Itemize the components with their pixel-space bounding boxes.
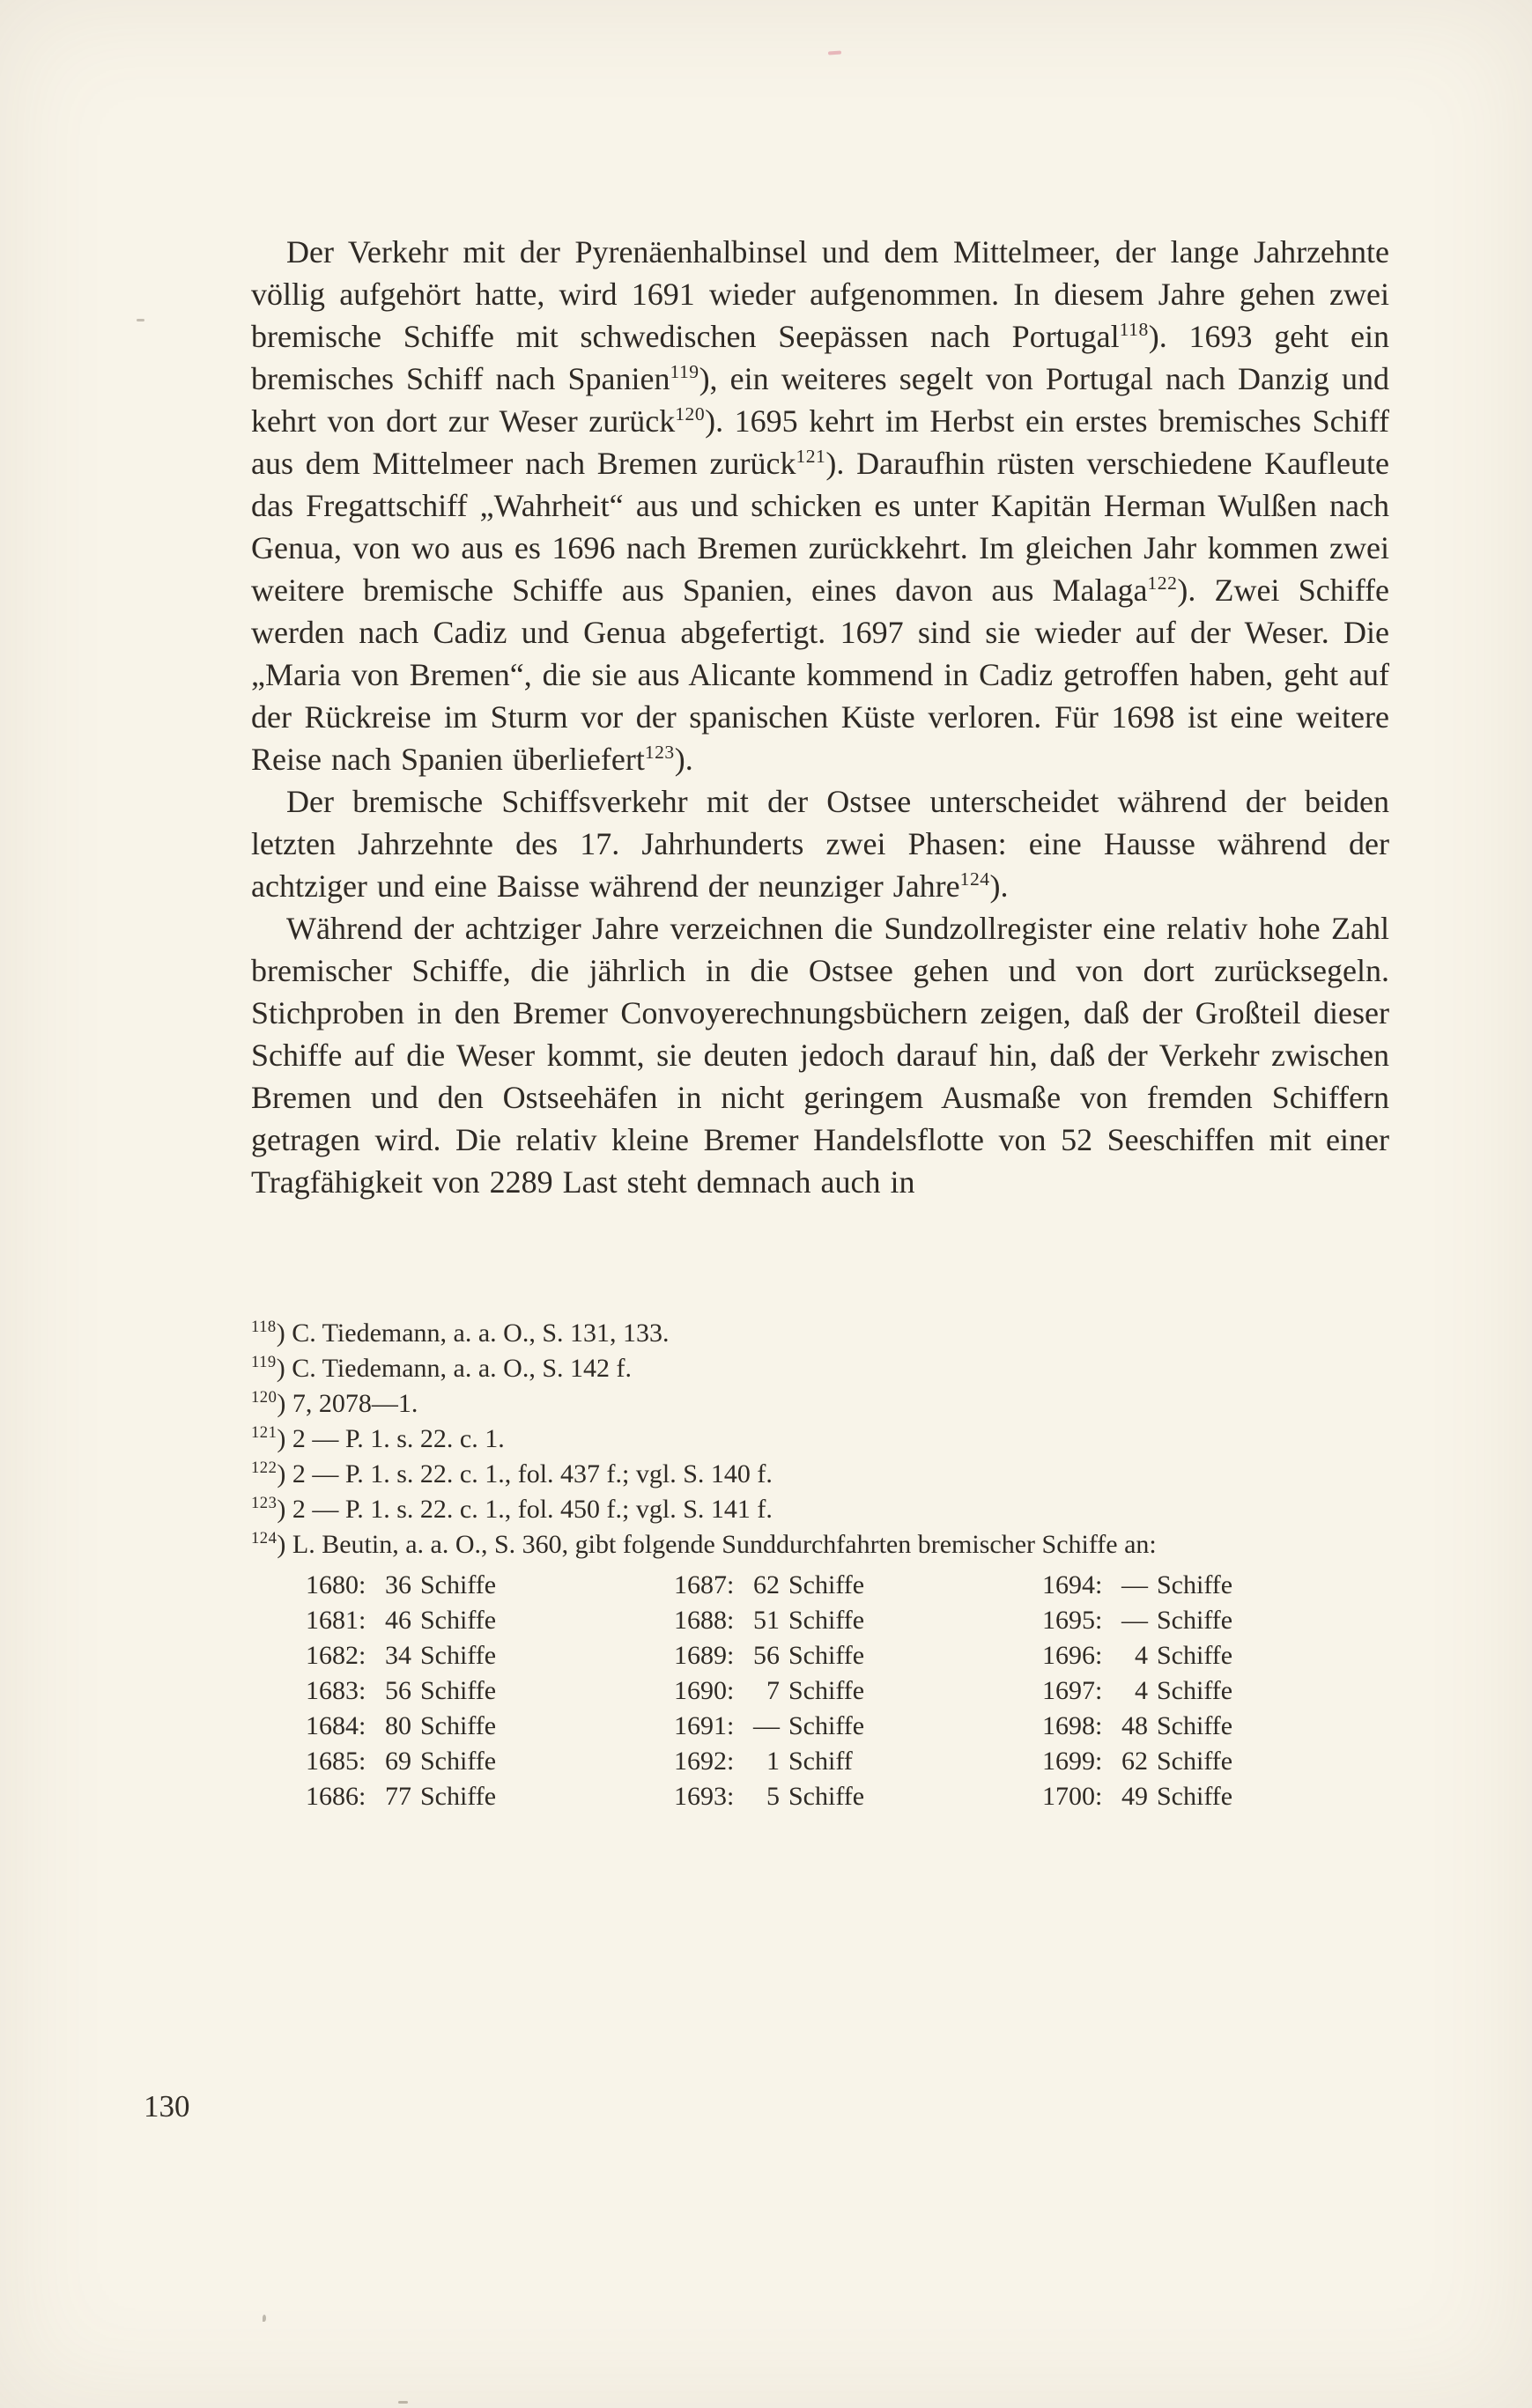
footnote-reference: 118 xyxy=(1119,319,1149,340)
ship-count: 5 xyxy=(766,1782,780,1811)
page-number: 130 xyxy=(144,2089,190,2124)
ship-unit: Schiffe xyxy=(1157,1606,1233,1635)
ship-year: 1683: xyxy=(306,1676,366,1705)
ship-year: 1688: xyxy=(674,1606,735,1635)
ship-count: 77 xyxy=(385,1782,411,1811)
ship-count: — xyxy=(1121,1570,1148,1599)
footnote-item: $^{119}$) C. Tiedemann, a. a. O., S. 142 f. xyxy=(251,1353,633,1383)
footnote-marker: 121 xyxy=(251,1423,278,1442)
ship-count: 62 xyxy=(1121,1747,1148,1776)
ship-year: 1696: xyxy=(1042,1641,1103,1670)
scan-artifact xyxy=(263,2315,266,2322)
footnote-item: $^{118}$) C. Tiedemann, a. a. O., S. 131, 133. xyxy=(251,1318,670,1348)
footnote-marker: 122 xyxy=(251,1459,278,1477)
ship-unit: Schiffe xyxy=(1157,1641,1233,1670)
footnote-reference: 123 xyxy=(644,742,675,763)
ship-year: 1687: xyxy=(674,1570,735,1599)
footnote-item: $^{121}$) 2 — P. 1. s. 22. c. 1. xyxy=(251,1423,505,1453)
ship-unit: Schiffe xyxy=(788,1641,865,1670)
ship-table-row xyxy=(306,1568,674,1603)
ship-unit: Schiffe xyxy=(788,1676,865,1705)
ship-table-row xyxy=(306,1779,674,1814)
ship-year: 1685: xyxy=(306,1747,366,1776)
ship-table-row xyxy=(674,1603,1042,1638)
ship-count: 56 xyxy=(753,1641,780,1670)
ship-year: 1695: xyxy=(1042,1606,1103,1635)
scan-artifact xyxy=(828,50,841,55)
ship-year: 1680: xyxy=(306,1570,366,1599)
ship-count: 62 xyxy=(753,1570,780,1599)
ship-unit: Schiffe xyxy=(420,1782,497,1811)
ship-table-row xyxy=(306,1603,674,1638)
ship-table-row xyxy=(674,1779,1042,1814)
body-paragraphs xyxy=(251,231,1389,1203)
footnote-item: $^{124}$) L. Beutin, a. a. O., S. 360, gibt folgende Sunddurchfahrten bremischer Schiffe an: xyxy=(251,1529,1157,1559)
ship-table-row xyxy=(1042,1603,1232,1638)
ship-count: 1 xyxy=(766,1747,780,1776)
ship-table-row xyxy=(1042,1568,1232,1603)
footnote-item: $^{122}$) 2 — P. 1. s. 22. c. 1., fol. 437 f.; vgl. S. 140 f. xyxy=(251,1459,773,1488)
footnote-marker: 119 xyxy=(251,1353,277,1371)
ship-year: 1682: xyxy=(306,1641,366,1670)
ship-table-row xyxy=(1042,1709,1232,1744)
ship-unit: Schiffe xyxy=(1157,1711,1233,1740)
footnote-reference: 121 xyxy=(796,446,826,467)
ship-year: 1691: xyxy=(674,1711,735,1740)
ship-unit: Schiffe xyxy=(788,1570,865,1599)
page-content xyxy=(251,231,1389,1814)
ship-unit: Schiffe xyxy=(1157,1782,1233,1811)
footnote-reference: 122 xyxy=(1147,572,1178,594)
ship-count: 4 xyxy=(1135,1676,1148,1705)
footnote-item: $^{123}$) 2 — P. 1. s. 22. c. 1., fol. 450 f.; vgl. S. 141 f. xyxy=(251,1494,773,1524)
ship-year: 1699: xyxy=(1042,1747,1103,1776)
footnote-marker: 118 xyxy=(251,1318,277,1336)
footnote-reference: 124 xyxy=(959,868,990,890)
ship-unit: Schiffe xyxy=(420,1606,497,1635)
ship-year: 1689: xyxy=(674,1641,735,1670)
ship-unit: Schiffe xyxy=(788,1711,865,1740)
footnote-reference: 120 xyxy=(675,403,706,425)
ship-count: 36 xyxy=(385,1570,411,1599)
ship-unit: Schiffe xyxy=(420,1570,497,1599)
ship-year: 1694: xyxy=(1042,1570,1103,1599)
ship-table-row xyxy=(674,1568,1042,1603)
ship-table-row xyxy=(674,1709,1042,1744)
ship-year: 1697: xyxy=(1042,1676,1103,1705)
footnote-item: $^{120}$) 7, 2078—1. xyxy=(251,1388,418,1418)
ship-unit: Schiffe xyxy=(420,1711,497,1740)
ship-count: 48 xyxy=(1121,1711,1148,1740)
ship-unit: Schiffe xyxy=(420,1747,497,1776)
footnote-reference: 119 xyxy=(670,361,699,382)
footnotes xyxy=(251,1316,1389,1814)
ship-unit: Schiffe xyxy=(1157,1570,1233,1599)
ship-table-row xyxy=(1042,1779,1232,1814)
paragraph: Während der achtziger Jahre verzeichnen die Sundzollregister eine relativ hohe Zahl bremischer Schiffe, die jährlich in die Ostsee gehen und von dort zurücksegeln. Stichproben in den Bremer Convoyerechnungsbüchern zeigen, daß der Großteil dieser Schiffe auf die Weser kommt, sie deuten jedoch darauf hin, daß der Verkehr zwischen Bremen und den Ostseehäfen in nicht geringem Ausmaße von fremden Schiffern getragen wird. Die relativ kleine Bremer Handelsflotte von 52 Seeschiffen mit einer Tragfähigkeit von 2289 Last steht demnach auch in xyxy=(251,911,1389,1200)
ship-year: 1693: xyxy=(674,1782,735,1811)
ship-count: 69 xyxy=(385,1747,411,1776)
ship-count: 80 xyxy=(385,1711,411,1740)
ship-table-row xyxy=(674,1638,1042,1673)
ship-unit: Schiffe xyxy=(420,1641,497,1670)
ship-table-row xyxy=(674,1673,1042,1709)
ship-table-row xyxy=(674,1744,1042,1779)
ship-count: 51 xyxy=(753,1606,780,1635)
ship-table-column xyxy=(674,1568,1042,1814)
paragraph: Der bremische Schiffsverkehr mit der Ostsee unterscheidet während der beiden letzten Jahrzehnte des 17. Jahrhunderts zwei Phasen: eine Hausse während der achtziger und eine Baisse während der neunziger Jahre$^{124}$). xyxy=(251,784,1389,904)
ship-count: 56 xyxy=(385,1676,411,1705)
ship-unit: Schiffe xyxy=(1157,1676,1233,1705)
ship-table-row xyxy=(306,1673,674,1709)
ship-table xyxy=(306,1568,1389,1814)
ship-unit: Schiffe xyxy=(788,1606,865,1635)
ship-table-column xyxy=(1042,1568,1232,1814)
ship-count: — xyxy=(753,1711,780,1740)
ship-year: 1684: xyxy=(306,1711,366,1740)
ship-year: 1690: xyxy=(674,1676,735,1705)
ship-table-row xyxy=(306,1744,674,1779)
ship-table-row xyxy=(306,1638,674,1673)
ship-unit: Schiff xyxy=(788,1747,853,1776)
footnote-marker: 124 xyxy=(251,1529,278,1547)
ship-table-row xyxy=(1042,1673,1232,1709)
ship-year: 1698: xyxy=(1042,1711,1103,1740)
ship-table-row xyxy=(1042,1744,1232,1779)
footnote-marker: 123 xyxy=(251,1494,278,1512)
ship-table-column xyxy=(306,1568,674,1814)
scan-artifact xyxy=(398,2401,408,2404)
footnote-marker: 120 xyxy=(251,1388,278,1407)
ship-table-row xyxy=(1042,1638,1232,1673)
ship-count: 4 xyxy=(1135,1641,1148,1670)
ship-count: 34 xyxy=(385,1641,411,1670)
ship-count: 49 xyxy=(1121,1782,1148,1811)
ship-year: 1686: xyxy=(306,1782,366,1811)
paragraph: Der Verkehr mit der Pyrenäenhalbinsel und dem Mittelmeer, der lange Jahrzehnte völlig aufgehört hatte, wird 1691 wieder aufgenommen. In diesem Jahre gehen zwei bremische Schiffe mit schwedischen Seepässen nach Portugal$^{118}$). 1693 geht ein bremisches Schiff nach Spanien$^{119}$), ein weiteres segelt von Portugal nach Danzig und kehrt von dort zur Weser zurück$^{120}$). 1695 kehrt im Herbst ein erstes bremisches Schiff aus dem Mittelmeer nach Bremen zurück$^{121}$). Daraufhin rüsten verschiedene Kaufleute das Fregattschiff „Wahrheit“ aus und schicken es unter Kapitän Herman Wulßen nach Genua, von wo aus es 1696 nach Bremen zurückkehrt. Im gleichen Jahr kommen zwei weitere bremische Schiffe aus Spanien, eines davon aus Malaga$^{122}$). Zwei Schiffe werden nach Cadiz und Genua abgefertigt. 1697 sind sie wieder auf der Weser. Die „Maria von Bremen“, die sie aus Alicante kommend in Cadiz getroffen haben, geht auf der Rückreise im Sturm vor der spanischen Küste verloren. Für 1698 ist eine weitere Reise nach Spanien überliefert$^{123}$). xyxy=(251,234,1390,777)
ship-year: 1692: xyxy=(674,1747,735,1776)
ship-year: 1681: xyxy=(306,1606,366,1635)
ship-unit: Schiffe xyxy=(1157,1747,1233,1776)
ship-count: 46 xyxy=(385,1606,411,1635)
ship-count: 7 xyxy=(766,1676,780,1705)
ship-count: — xyxy=(1121,1606,1148,1635)
ship-table-row xyxy=(306,1709,674,1744)
scan-artifact xyxy=(137,319,144,321)
ship-unit: Schiffe xyxy=(420,1676,497,1705)
ship-year: 1700: xyxy=(1042,1782,1103,1811)
ship-unit: Schiffe xyxy=(788,1782,865,1811)
